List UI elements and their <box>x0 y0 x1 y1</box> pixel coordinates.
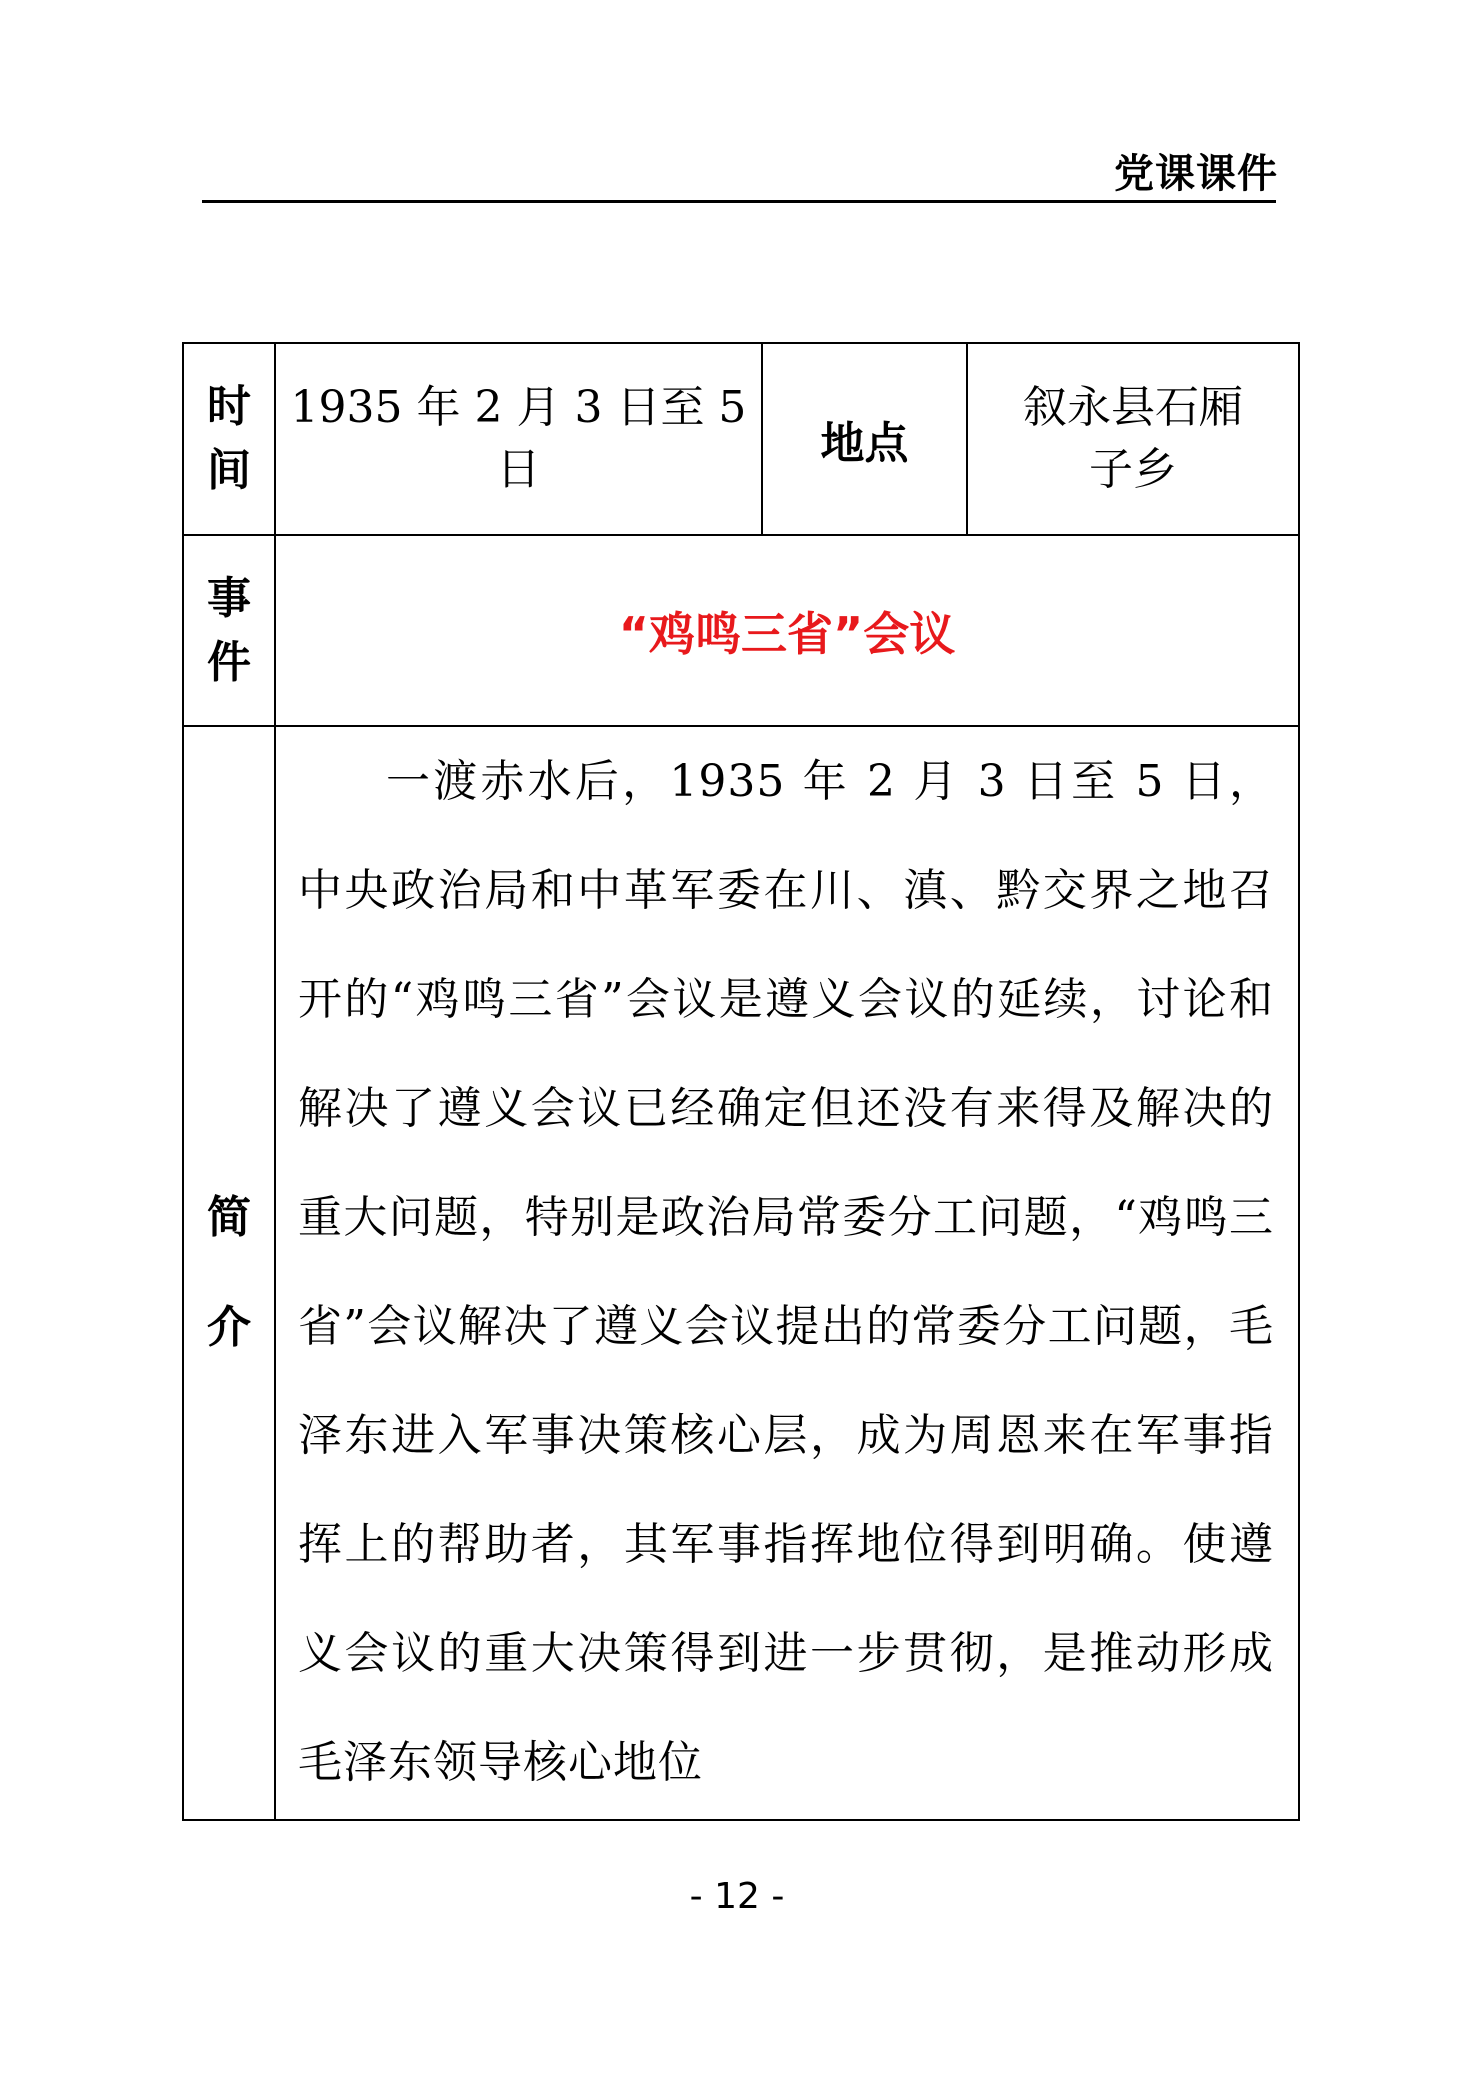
header-divider <box>202 200 1276 203</box>
time-place-row <box>183 343 1299 535</box>
event-title: “鸡鸣三省”会议 <box>275 535 1299 726</box>
time-label: 时 间 <box>183 343 275 535</box>
header-title: 党课课件 <box>1114 151 1278 197</box>
event-row <box>183 535 1299 726</box>
event-label: 事 件 <box>183 535 275 726</box>
page-number: - 12 - <box>689 1876 785 1917</box>
summary-paragraph: 一渡赤水后，1935 年 2 月 3 日至 5 日，中央政治局和中革军委在川、滇、黔交界之地召开的“鸡鸣三省”会议是遵义会议的延续，讨论和解决了遵义会议已经确定但还没有来得及解决的重大问题，特别是政治局常委分工问题，“鸡鸣三省”会议解决了遵义会议提出的常委分工问题，毛泽东进入军事决策核心层，成为周恩来在军事指挥上的帮助者，其军事指挥地位得到明确。使遵义会议的重大决策得到进一步贯彻，是推动形成毛泽东领导核心地位 <box>298 756 1274 1788</box>
summary-row <box>183 726 1299 1820</box>
info-table <box>182 342 1300 1821</box>
summary-text-cell <box>275 726 1299 1820</box>
time-value: 1935 年 2 月 3 日至 5 日 <box>275 343 762 535</box>
place-value: 叙永县石厢子乡 <box>967 343 1299 535</box>
summary-label: 简 介 <box>183 726 275 1820</box>
place-label: 地点 <box>762 343 967 535</box>
